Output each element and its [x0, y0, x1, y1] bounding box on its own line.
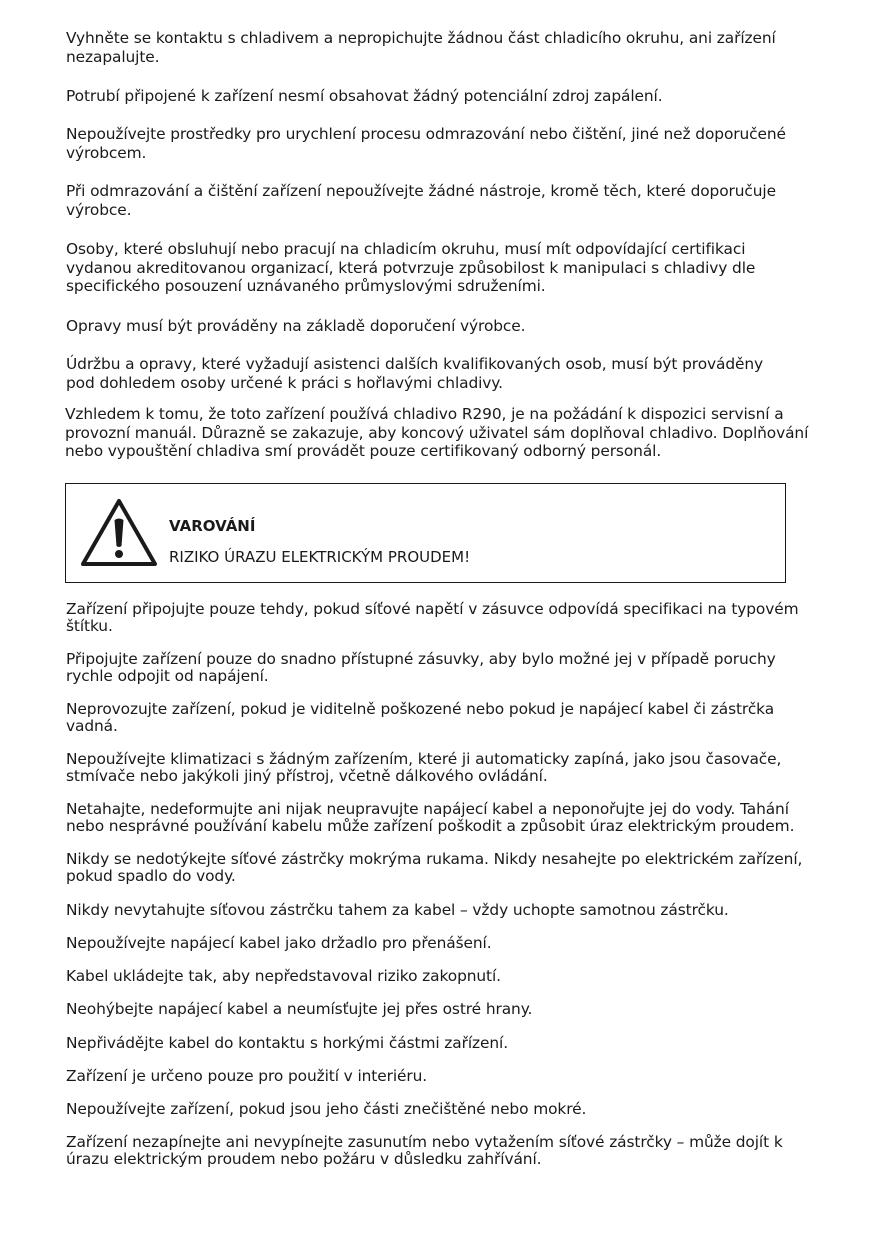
paragraph-plug-switching: Zařízení nezapínejte ani nevypínejte zasunutím nebo vytažením síťové zástrčky – může dojít k úrazu elektrickým proudem nebo požáru v důsledku zahřívání.	[66, 1133, 783, 1168]
paragraph-certification: Osoby, které obsluhují nebo pracují na chladicím okruhu, musí mít odpovídající certifikaci vydanou akreditovanou organizací, která potvrzuje způsobilost k manipulaci s chladivy dle specifického posouzení uznávaného průmyslovými sdruženími.	[66, 240, 756, 295]
paragraph-refrigerant-contact: Vyhněte se kontaktu s chladivem a nepropichujte žádnou část chladicího okruhu, ani zařízení nezapalujte.	[66, 29, 776, 66]
paragraph-defrost-tools: Při odmrazování a čištění zařízení nepoužívejte žádné nástroje, kromě těch, které doporučuje výrobce.	[66, 182, 776, 219]
warning-title: VAROVÁNÍ	[169, 517, 256, 535]
warning-text: RIZIKO ÚRAZU ELEKTRICKÝM PROUDEM!	[169, 548, 471, 566]
paragraph-cable-handling: Netahajte, nedeformujte ani nijak neupravujte napájecí kabel a neponořujte jej do vody. Tahání nebo nesprávné používání kabelu může zařízení poškodit a způsobit úraz elektrickým proudem.	[66, 800, 795, 835]
paragraph-maintenance: Údržbu a opravy, které vyžadují asistenci dalších kvalifikovaných osob, musí být prováděny pod dohledem osoby určené k práci s hořlavými chladivy.	[66, 355, 764, 392]
paragraph-dirty-wet: Nepoužívejte zařízení, pokud jsou jeho části znečištěné nebo mokré.	[66, 1100, 587, 1118]
warning-triangle-icon	[80, 498, 158, 568]
paragraph-hot-parts: Nepřivádějte kabel do kontaktu s horkými částmi zařízení.	[66, 1034, 508, 1052]
paragraph-indoor-use: Zařízení je určeno pouze pro použití v interiéru.	[66, 1067, 428, 1085]
paragraph-defrost-means: Nepoužívejte prostředky pro urychlení procesu odmrazování nebo čištění, jiné než doporučené výrobcem.	[66, 125, 786, 162]
paragraph-no-timers: Nepoužívejte klimatizaci s žádným zařízením, které ji automaticky zapíná, jako jsou časovače, stmívače nebo jakýkoli jiný přístroj, včetně dálkového ovládání.	[66, 750, 782, 785]
warning-box	[65, 483, 786, 583]
paragraph-accessible-socket: Připojujte zařízení pouze do snadno přístupné zásuvky, aby bylo možné jej v případě poruchy rychle odpojit od napájení.	[66, 650, 776, 685]
paragraph-damaged-device: Neprovozujte zařízení, pokud je viditelně poškozené nebo pokud je napájecí kabel či zástrčka vadná.	[66, 700, 775, 735]
paragraph-mains-voltage: Zařízení připojujte pouze tehdy, pokud síťové napětí v zásuvce odpovídá specifikaci na typovém štítku.	[66, 600, 799, 635]
paragraph-trip-hazard: Kabel ukládejte tak, aby nepředstavoval riziko zakopnutí.	[66, 967, 501, 985]
paragraph-wet-hands: Nikdy se nedotýkejte síťové zástrčky mokrýma rukama. Nikdy nesahejte po elektrickém zařízení, pokud spadlo do vody.	[66, 850, 803, 885]
paragraph-sharp-edges: Neohýbejte napájecí kabel a neumísťujte jej přes ostré hrany.	[66, 1000, 533, 1018]
paragraph-piping-ignition: Potrubí připojené k zařízení nesmí obsahovat žádný potenciální zdroj zapálení.	[66, 87, 663, 105]
paragraph-repairs: Opravy musí být prováděny na základě doporučení výrobce.	[66, 317, 526, 335]
paragraph-plug-pull: Nikdy nevytahujte síťovou zástrčku tahem za kabel – vždy uchopte samotnou zástrčku.	[66, 901, 729, 919]
paragraph-r290-manual: Vzhledem k tomu, že toto zařízení používá chladivo R290, je na požádání k dispozici servisní a provozní manuál. Důrazně se zakazuje, aby koncový uživatel sám doplňoval chladivo. Doplňování nebo vypouštění chladiva smí provádět pouze certifikovaný odborný personál.	[65, 405, 809, 460]
paragraph-cable-handle: Nepoužívejte napájecí kabel jako držadlo pro přenášení.	[66, 934, 492, 952]
